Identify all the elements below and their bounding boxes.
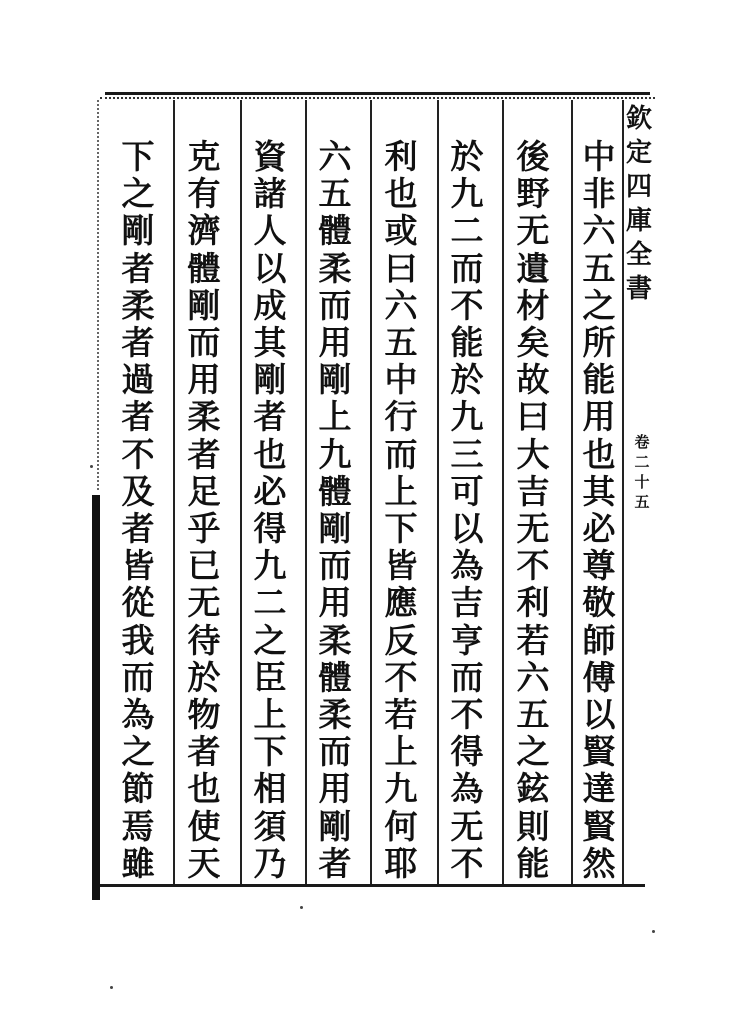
- glyph: 庫: [625, 206, 652, 236]
- glyph: 而: [450, 657, 484, 697]
- glyph: 也: [253, 434, 287, 474]
- glyph: 已: [187, 546, 221, 586]
- glyph: 中: [582, 137, 616, 176]
- glyph: 五: [634, 493, 650, 511]
- glyph: 敬: [582, 583, 616, 623]
- glyph: 遺: [516, 248, 550, 288]
- glyph: 也: [582, 434, 616, 474]
- glyph: 用: [582, 397, 616, 437]
- glyph: 不: [450, 285, 484, 325]
- glyph: 无: [187, 583, 221, 623]
- glyph: 相: [253, 769, 287, 809]
- glyph: 賢: [582, 732, 616, 772]
- glyph: 臣: [253, 657, 287, 697]
- glyph: 九: [384, 769, 418, 809]
- glyph: 不: [516, 546, 550, 586]
- glyph: 五: [318, 174, 352, 214]
- glyph: 故: [516, 360, 550, 400]
- text-column-5: [311, 137, 359, 883]
- glyph: 而: [121, 657, 155, 697]
- glyph: 二: [253, 583, 287, 623]
- glyph: 柔: [121, 285, 155, 325]
- glyph: 之: [121, 732, 155, 772]
- text-column-6: [246, 137, 294, 883]
- glyph: 二: [450, 211, 484, 251]
- glyph: 用: [318, 323, 352, 363]
- glyph: 非: [582, 174, 616, 214]
- glyph: 何: [384, 806, 418, 846]
- glyph: 者: [253, 397, 287, 437]
- glyph: 其: [582, 471, 616, 511]
- text-column-2: [509, 137, 557, 883]
- glyph: 於: [450, 137, 484, 176]
- glyph: 諸: [253, 174, 287, 214]
- glyph: 過: [121, 360, 155, 400]
- glyph: 者: [187, 732, 221, 772]
- glyph: 柔: [187, 397, 221, 437]
- glyph: 五: [516, 695, 550, 735]
- column-divider: [437, 100, 439, 884]
- glyph: 者: [318, 843, 352, 883]
- glyph: 乃: [253, 843, 287, 883]
- glyph: 達: [582, 769, 616, 809]
- glyph: 可: [450, 471, 484, 511]
- glyph: 之: [121, 174, 155, 214]
- glyph: 剛: [253, 360, 287, 400]
- glyph: 則: [516, 806, 550, 846]
- glyph: 傅: [582, 657, 616, 697]
- glyph: 者: [187, 434, 221, 474]
- glyph: 上: [384, 732, 418, 772]
- glyph: 下: [121, 137, 155, 176]
- glyph: 剛: [187, 285, 221, 325]
- glyph: 吉: [516, 471, 550, 511]
- glyph: 者: [121, 248, 155, 288]
- glyph: 上: [318, 397, 352, 437]
- scan-speck: [652, 930, 655, 933]
- column-divider: [571, 100, 573, 884]
- glyph: 不: [384, 657, 418, 697]
- bottom-border-rule: [100, 884, 645, 887]
- glyph: 而: [318, 546, 352, 586]
- glyph: 九: [253, 546, 287, 586]
- glyph: 者: [121, 509, 155, 549]
- glyph: 然: [582, 843, 616, 883]
- glyph: 者: [121, 397, 155, 437]
- glyph: 者: [121, 323, 155, 363]
- glyph: 反: [384, 620, 418, 660]
- left-border-dots: [97, 100, 101, 490]
- glyph: 柔: [318, 620, 352, 660]
- glyph: 剛: [318, 360, 352, 400]
- column-divider: [502, 100, 504, 884]
- glyph: 欽: [625, 104, 652, 134]
- book-title: [622, 102, 656, 402]
- glyph: 若: [516, 620, 550, 660]
- text-column-3: [443, 137, 491, 883]
- glyph: 上: [253, 695, 287, 735]
- glyph: 人: [253, 211, 287, 251]
- glyph: 柔: [318, 695, 352, 735]
- glyph: 而: [384, 434, 418, 474]
- glyph: 皆: [384, 546, 418, 586]
- glyph: 師: [582, 620, 616, 660]
- glyph: 曰: [384, 248, 418, 288]
- glyph: 體: [318, 471, 352, 511]
- glyph: 不: [121, 434, 155, 474]
- glyph: 耶: [384, 843, 418, 883]
- glyph: 克: [187, 137, 221, 176]
- glyph: 九: [450, 174, 484, 214]
- glyph: 六: [318, 137, 352, 176]
- glyph: 書: [625, 274, 652, 304]
- glyph: 而: [318, 285, 352, 325]
- glyph: 有: [187, 174, 221, 214]
- glyph: 能: [582, 360, 616, 400]
- glyph: 以: [253, 248, 287, 288]
- glyph: 不: [450, 695, 484, 735]
- glyph: 卷: [634, 433, 650, 451]
- glyph: 及: [121, 471, 155, 511]
- text-column-4: [377, 137, 425, 883]
- glyph: 能: [516, 843, 550, 883]
- glyph: 剛: [121, 211, 155, 251]
- glyph: 野: [516, 174, 550, 214]
- glyph: 亨: [450, 620, 484, 660]
- glyph: 利: [516, 583, 550, 623]
- glyph: 使: [187, 806, 221, 846]
- glyph: 定: [625, 138, 652, 168]
- glyph: 吉: [450, 583, 484, 623]
- glyph: 利: [384, 137, 418, 176]
- glyph: 六: [582, 211, 616, 251]
- glyph: 賢: [582, 806, 616, 846]
- glyph: 中: [384, 360, 418, 400]
- glyph: 剛: [318, 806, 352, 846]
- glyph: 大: [516, 434, 550, 474]
- glyph: 六: [516, 657, 550, 697]
- text-column-1: [575, 137, 623, 883]
- glyph: 體: [318, 657, 352, 697]
- glyph: 行: [384, 397, 418, 437]
- glyph: 天: [187, 843, 221, 883]
- glyph: 不: [450, 843, 484, 883]
- glyph: 得: [253, 509, 287, 549]
- glyph: 必: [253, 471, 287, 511]
- column-divider: [173, 100, 175, 884]
- column-divider: [305, 100, 307, 884]
- glyph: 之: [582, 285, 616, 325]
- glyph: 體: [318, 211, 352, 251]
- glyph: 後: [516, 137, 550, 176]
- text-column-7: [180, 137, 228, 883]
- glyph: 六: [384, 285, 418, 325]
- glyph: 我: [121, 620, 155, 660]
- glyph: 以: [582, 695, 616, 735]
- glyph: 也: [384, 174, 418, 214]
- glyph: 而: [187, 323, 221, 363]
- glyph: 尊: [582, 546, 616, 586]
- glyph: 所: [582, 323, 616, 363]
- glyph: 用: [187, 360, 221, 400]
- glyph: 於: [450, 360, 484, 400]
- glyph: 柔: [318, 248, 352, 288]
- glyph: 矣: [516, 323, 550, 363]
- glyph: 或: [384, 211, 418, 251]
- top-border-rule: [105, 92, 650, 95]
- glyph: 若: [384, 695, 418, 735]
- glyph: 无: [450, 806, 484, 846]
- glyph: 剛: [318, 509, 352, 549]
- glyph: 雖: [121, 843, 155, 883]
- glyph: 材: [516, 285, 550, 325]
- glyph: 九: [318, 434, 352, 474]
- glyph: 用: [318, 583, 352, 623]
- glyph: 无: [516, 509, 550, 549]
- glyph: 得: [450, 732, 484, 772]
- glyph: 十: [634, 473, 650, 491]
- glyph: 焉: [121, 806, 155, 846]
- glyph: 其: [253, 323, 287, 363]
- glyph: 濟: [187, 211, 221, 251]
- glyph: 全: [625, 240, 652, 270]
- glyph: 為: [450, 769, 484, 809]
- juan-number: [628, 432, 656, 512]
- glyph: 從: [121, 583, 155, 623]
- left-border-rule: [92, 495, 100, 900]
- column-divider: [240, 100, 242, 884]
- scan-speck: [90, 465, 93, 468]
- glyph: 節: [121, 769, 155, 809]
- glyph: 用: [318, 769, 352, 809]
- glyph: 五: [384, 323, 418, 363]
- glyph: 也: [187, 769, 221, 809]
- glyph: 下: [253, 732, 287, 772]
- glyph: 須: [253, 806, 287, 846]
- glyph: 待: [187, 620, 221, 660]
- glyph: 上: [384, 471, 418, 511]
- glyph: 而: [318, 732, 352, 772]
- glyph: 足: [187, 471, 221, 511]
- glyph: 應: [384, 583, 418, 623]
- glyph: 四: [625, 172, 652, 202]
- glyph: 以: [450, 509, 484, 549]
- glyph: 能: [450, 323, 484, 363]
- glyph: 於: [187, 657, 221, 697]
- glyph: 成: [253, 285, 287, 325]
- scan-speck: [300, 906, 303, 909]
- glyph: 下: [384, 509, 418, 549]
- glyph: 二: [634, 453, 650, 471]
- text-column-8: [114, 137, 162, 883]
- glyph: 曰: [516, 397, 550, 437]
- glyph: 為: [121, 695, 155, 735]
- column-divider: [370, 100, 372, 884]
- glyph: 物: [187, 695, 221, 735]
- glyph: 乎: [187, 509, 221, 549]
- glyph: 无: [516, 211, 550, 251]
- glyph: 之: [253, 620, 287, 660]
- glyph: 必: [582, 509, 616, 549]
- glyph: 之: [516, 732, 550, 772]
- glyph: 為: [450, 546, 484, 586]
- glyph: 皆: [121, 546, 155, 586]
- glyph: 而: [450, 248, 484, 288]
- glyph: 鉉: [516, 769, 550, 809]
- glyph: 五: [582, 248, 616, 288]
- scan-speck: [110, 986, 113, 989]
- glyph: 資: [253, 137, 287, 176]
- glyph: 體: [187, 248, 221, 288]
- glyph: 九: [450, 397, 484, 437]
- glyph: 三: [450, 434, 484, 474]
